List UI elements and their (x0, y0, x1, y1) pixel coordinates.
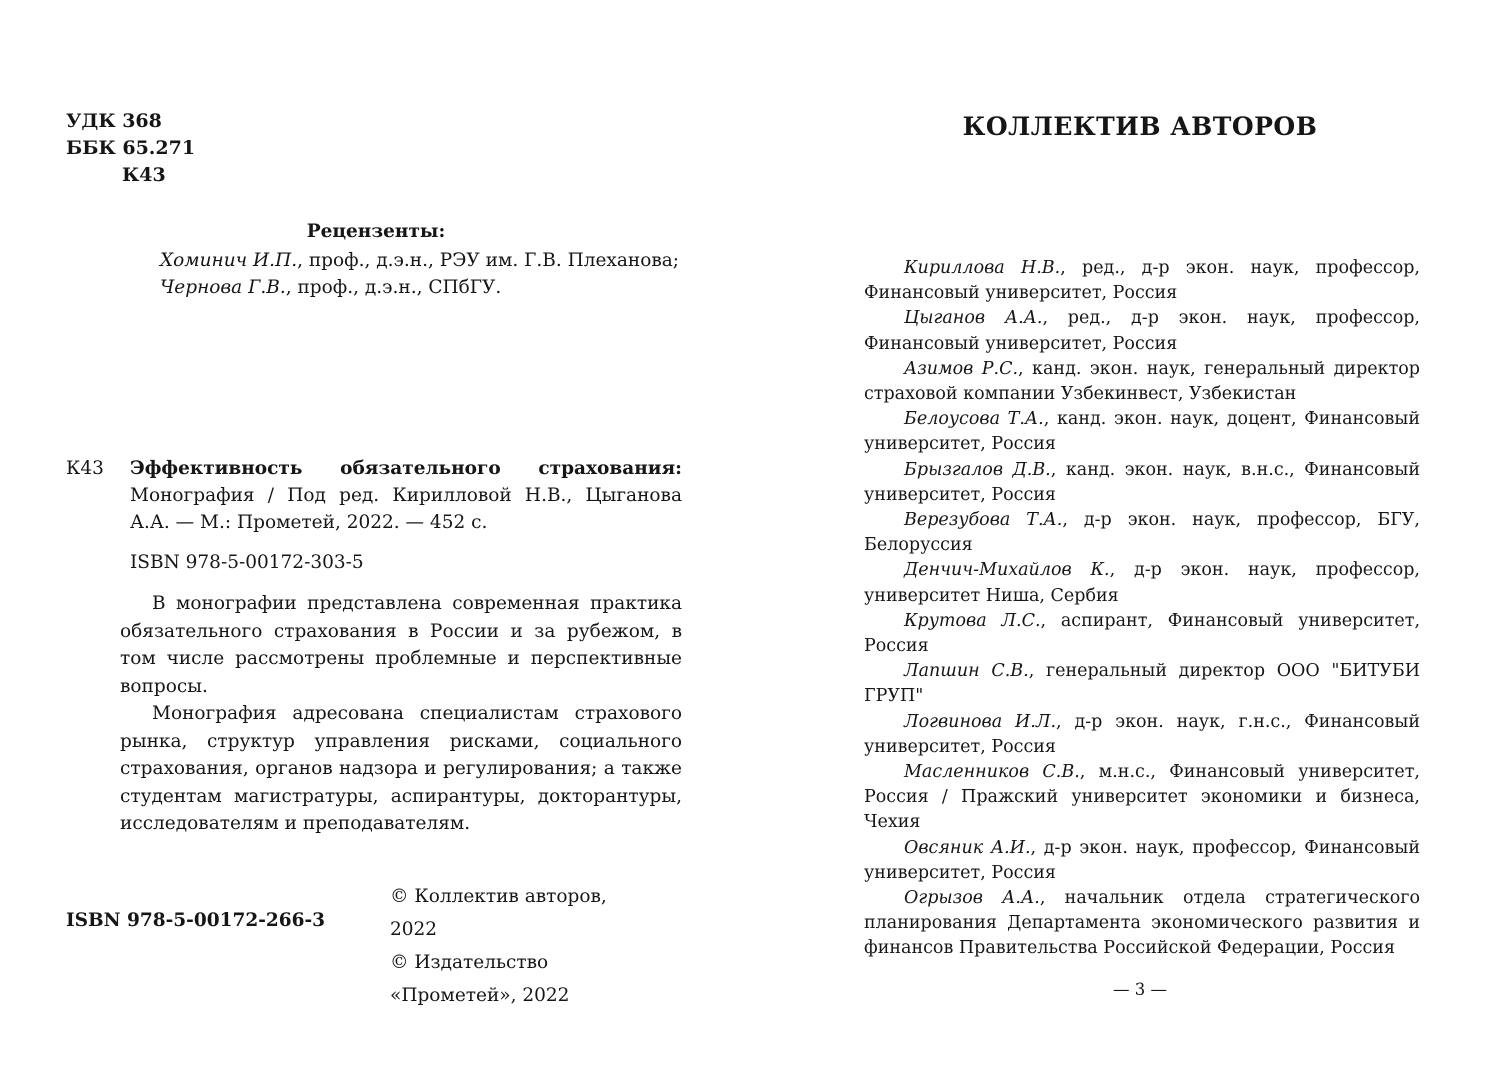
author-credentials: , д-р экон. наук, профессор, университет Ниша, Сербия (864, 560, 1420, 606)
author-credentials: , генеральный директор ООО "БИТУБИ ГРУП" (864, 661, 1420, 707)
author-name: Крутова Л.С. (904, 610, 1041, 631)
author-entry (864, 458, 1420, 508)
author-credentials: , ред., д-р экон. наук, профессор, Финансовый университет, Россия (864, 258, 1420, 304)
copyright-section (390, 880, 658, 1012)
author-name: Огрызов А.А. (904, 888, 1040, 909)
annotation-paragraph: В монографии представлена современная практика обязательного страхования в России и за рубежом, в том числе рассмотрены проблемные и перспективные вопросы. (120, 593, 682, 697)
author-name: Логвинова И.Л. (904, 711, 1057, 732)
reviewer-credentials: , проф., д.э.н., СПбГУ. (285, 277, 502, 298)
author-name: Лапшин С.В. (904, 661, 1029, 682)
bbk-line: ББК 65.271 (66, 137, 196, 159)
reviewer-name: Чернова Г.В. (160, 277, 286, 298)
isbn-main: ISBN 978-5-00172-266-3 (66, 910, 326, 931)
author-entry (864, 306, 1420, 356)
author-entry (864, 836, 1420, 886)
author-credentials: , начальник отдела стратегического планирования Департамента экономического развития и финансов Правительства Российской Федерации, Россия (864, 888, 1421, 959)
author-entry (864, 558, 1420, 608)
author-entry (864, 609, 1420, 659)
reviewers-section (128, 218, 684, 301)
reviewer-credentials: , проф., д.э.н., РЭУ им. Г.В. Плеханова; (297, 250, 680, 271)
catalog-entry (130, 455, 682, 536)
author-credentials: , аспирант, Финансовый университет, Россия (864, 610, 1421, 657)
authors-heading: КОЛЛЕКТИВ АВТОРОВ (962, 112, 1318, 141)
author-name: Азимов Р.С. (904, 358, 1019, 379)
annotation-section (120, 590, 682, 838)
author-entry (864, 659, 1420, 709)
copyright-publisher: © Издательство «Прометей», 2022 (390, 952, 570, 1006)
catalog-imprint: Монография / Под ред. Кирилловой Н.В., Цыганова А.А. — М.: Прометей, 2022. — 452 с. (130, 485, 682, 533)
reviewer-entry (128, 247, 684, 274)
author-credentials: , канд. экон. наук, в.н.с., Финансовый университет, Россия (864, 459, 1420, 505)
author-name: Брызгалов Д.В. (904, 459, 1051, 480)
udk-line: УДК 368 (66, 110, 162, 132)
author-entry (864, 357, 1420, 407)
author-entry (864, 760, 1420, 836)
author-credentials: , м.н.с., Финансовый университет, Россия / Пражский университет экономики и бизнеса, Чехия (864, 762, 1420, 833)
author-name: Цыганов А.А. (904, 308, 1043, 329)
author-entry (864, 256, 1420, 306)
book-title: Эффективность обязательного страхования: (130, 458, 682, 479)
author-credentials: , канд. экон. наук, доцент, Финансовый университет, Россия (864, 409, 1420, 455)
page-number: — 3 — (1113, 980, 1167, 999)
udk-bbk-block (66, 108, 195, 189)
author-name: Денчич-Михайлов К. (904, 560, 1110, 581)
reviewers-heading: Рецензенты: (306, 221, 446, 242)
copyright-authors: © Коллектив авторов, 2022 (390, 886, 607, 940)
author-entry (864, 710, 1420, 760)
author-credentials: , д-р экон. наук, профессор, БГУ, Белоруссия (864, 510, 1420, 556)
author-credentials: , канд. экон. наук, генеральный директор страховой компании Узбекинвест, Узбекистан (864, 358, 1420, 405)
k-code-line: К43 (122, 164, 166, 186)
author-entry (864, 407, 1420, 457)
author-entry (864, 886, 1420, 962)
author-credentials: , д-р экон. наук, г.н.с., Финансовый университет, Россия (864, 711, 1420, 757)
author-name: Белоусова Т.А. (904, 409, 1044, 430)
authors-list (864, 256, 1420, 962)
annotation-paragraph: Монография адресована специалистам страхового рынка, структур управления рисками, социального страхования, органов надзора и регулирования; а также студентам магистратуры, аспирантуры, докторантуры, исследователям и преподавателям. (120, 703, 682, 834)
author-credentials: , д-р экон. наук, профессор, Финансовый университет, Россия (864, 837, 1420, 883)
author-entry (864, 508, 1420, 558)
author-name: Верезубова Т.А. (904, 510, 1063, 531)
isbn-print: ISBN 978-5-00172-303-5 (130, 552, 364, 573)
author-name: Масленников С.В. (904, 762, 1080, 783)
catalog-code: К43 (66, 458, 104, 479)
author-name: Кириллова Н.В. (904, 258, 1061, 278)
author-credentials: , ред., д-р экон. наук, профессор, Финансовый университет, Россия (864, 308, 1420, 354)
reviewer-entry (128, 274, 684, 301)
catalog-record (66, 455, 682, 536)
reviewer-name: Хоминич И.П. (160, 250, 298, 271)
author-name: Овсяник А.И. (904, 837, 1031, 858)
